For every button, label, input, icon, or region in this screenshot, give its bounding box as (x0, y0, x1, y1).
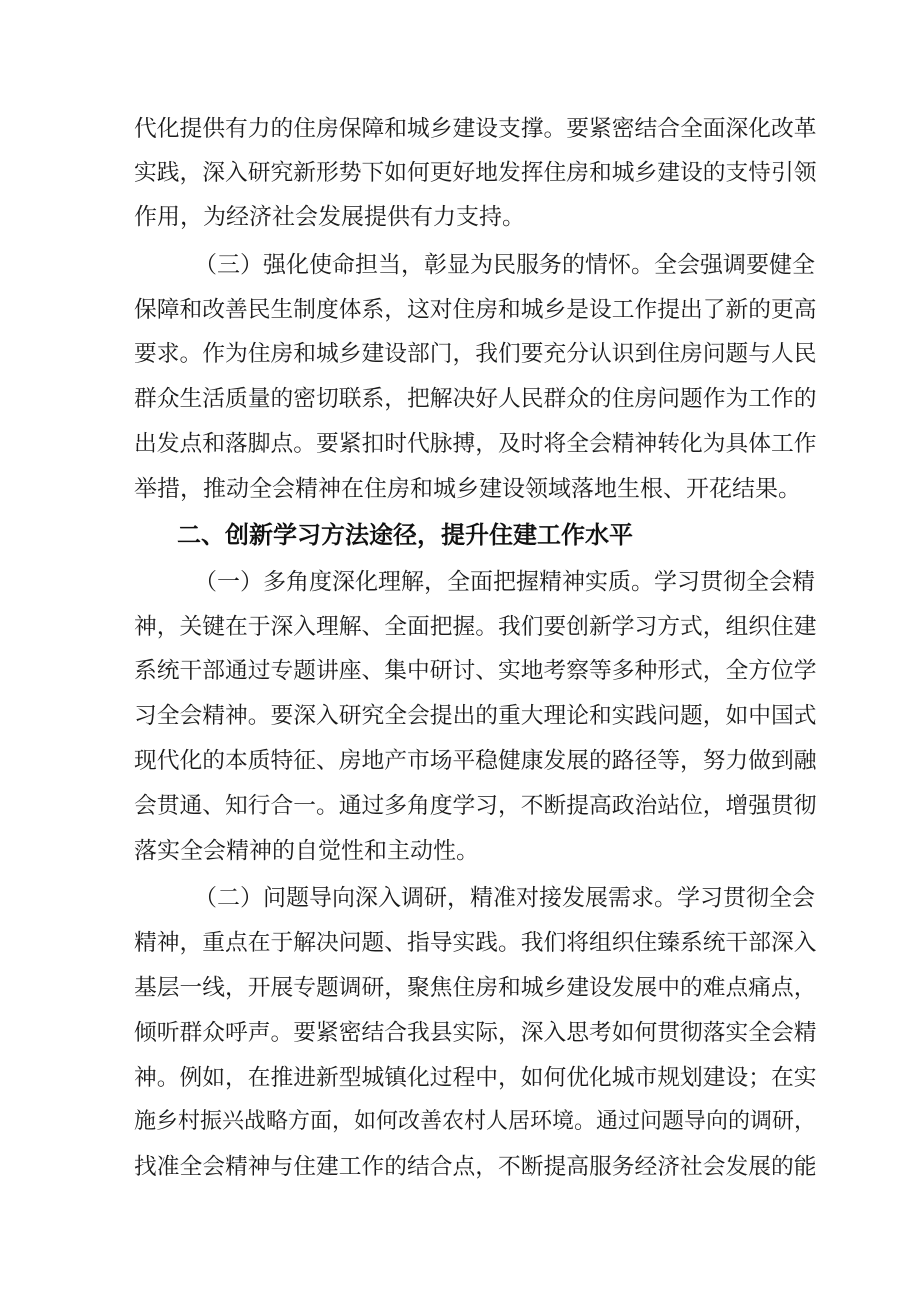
paragraph-line: 举措，推动全会精神在住房和城乡建设领域落地生根、开花结果。 (134, 476, 801, 502)
paragraph-line: 精神，重点在于解决问题、指导实践。我们将组织住臻系统干部深入 (134, 930, 817, 956)
paragraph-line: （一）多角度深化理解，全面把握精神实质。学习贯彻全会精 (194, 569, 815, 595)
paragraph-line: 倾听群众呼声。要紧密结合我县实际，深入思考如何贯彻落实全会精 (134, 1020, 817, 1046)
paragraph-line: 群众生活质量的密切联系，把解决好人民群众的住房问题作为工作的 (134, 386, 817, 412)
paragraph-line: 神，关键在于深入理解、全面把握。我们要创新学习方式，组织住建 (134, 614, 817, 640)
paragraph-line: 代化提供有力的住房保障和城乡建设支撑。要紧密结合全面深化改革 (134, 116, 817, 142)
paragraph-line: 实践，深入研究新形势下如何更好地发挥住房和城乡建设的支恃引领 (134, 160, 817, 186)
paragraph-line: 神。例如，在推进新型城镇化过程中，如何优化城市规划建设；在实 (134, 1065, 817, 1091)
paragraph-line: 落实全会精神的自觉性和主动性。 (134, 838, 479, 864)
paragraph-line: 找准全会精神与住建工作的结合点，不断提高服务经济社会发展的能 (134, 1154, 817, 1180)
paragraph-line: 要求。作为住房和城乡建设部门，我们要充分认识到住房问题与人民 (134, 341, 817, 367)
paragraph-line: 出发点和落脚点。要紧扣时代脉搏，及时将全会精神转化为具体工作 (134, 431, 817, 457)
paragraph-line: 习全会精神。要深入研究全会提出的重大理论和实践问题，如中国式 (134, 703, 817, 729)
paragraph-line: 施乡村振兴战略方面，如何改善农村人居环境。通过问题导向的调研， (134, 1109, 817, 1134)
paragraph-line: 会贯通、知行合一。通过多角度学习，不断提高政治站位，增强贯彻 (134, 793, 817, 819)
paragraph-line: 系统干部通过专题讲座、集中研讨、实地考察等多种形式，全方位学 (134, 658, 817, 684)
paragraph-line: （三）强化使命担当，彰显为民服务的情怀。全会强调要健全 (194, 252, 815, 278)
paragraph-line: 保障和改善民生制度体系，这对住房和城乡是设工作提出了新的更高 (134, 297, 817, 323)
paragraph-line: 作用，为经济社会发展提供有力支持。 (134, 204, 525, 230)
paragraph-line: （二）问题导向深入调研，精准对接发展需求。学习贯彻全会 (194, 885, 815, 911)
section-heading: 二、创新学习方法途径，提升住建工作水平 (177, 521, 633, 549)
paragraph-line: 现代化的本质特征、房地产市场平稳健康发展的路径等，努力做到融 (134, 748, 817, 774)
paragraph-line: 基层一线，开展专题调研，聚焦住房和城乡建设发展中的难点痛点， (134, 975, 817, 1001)
